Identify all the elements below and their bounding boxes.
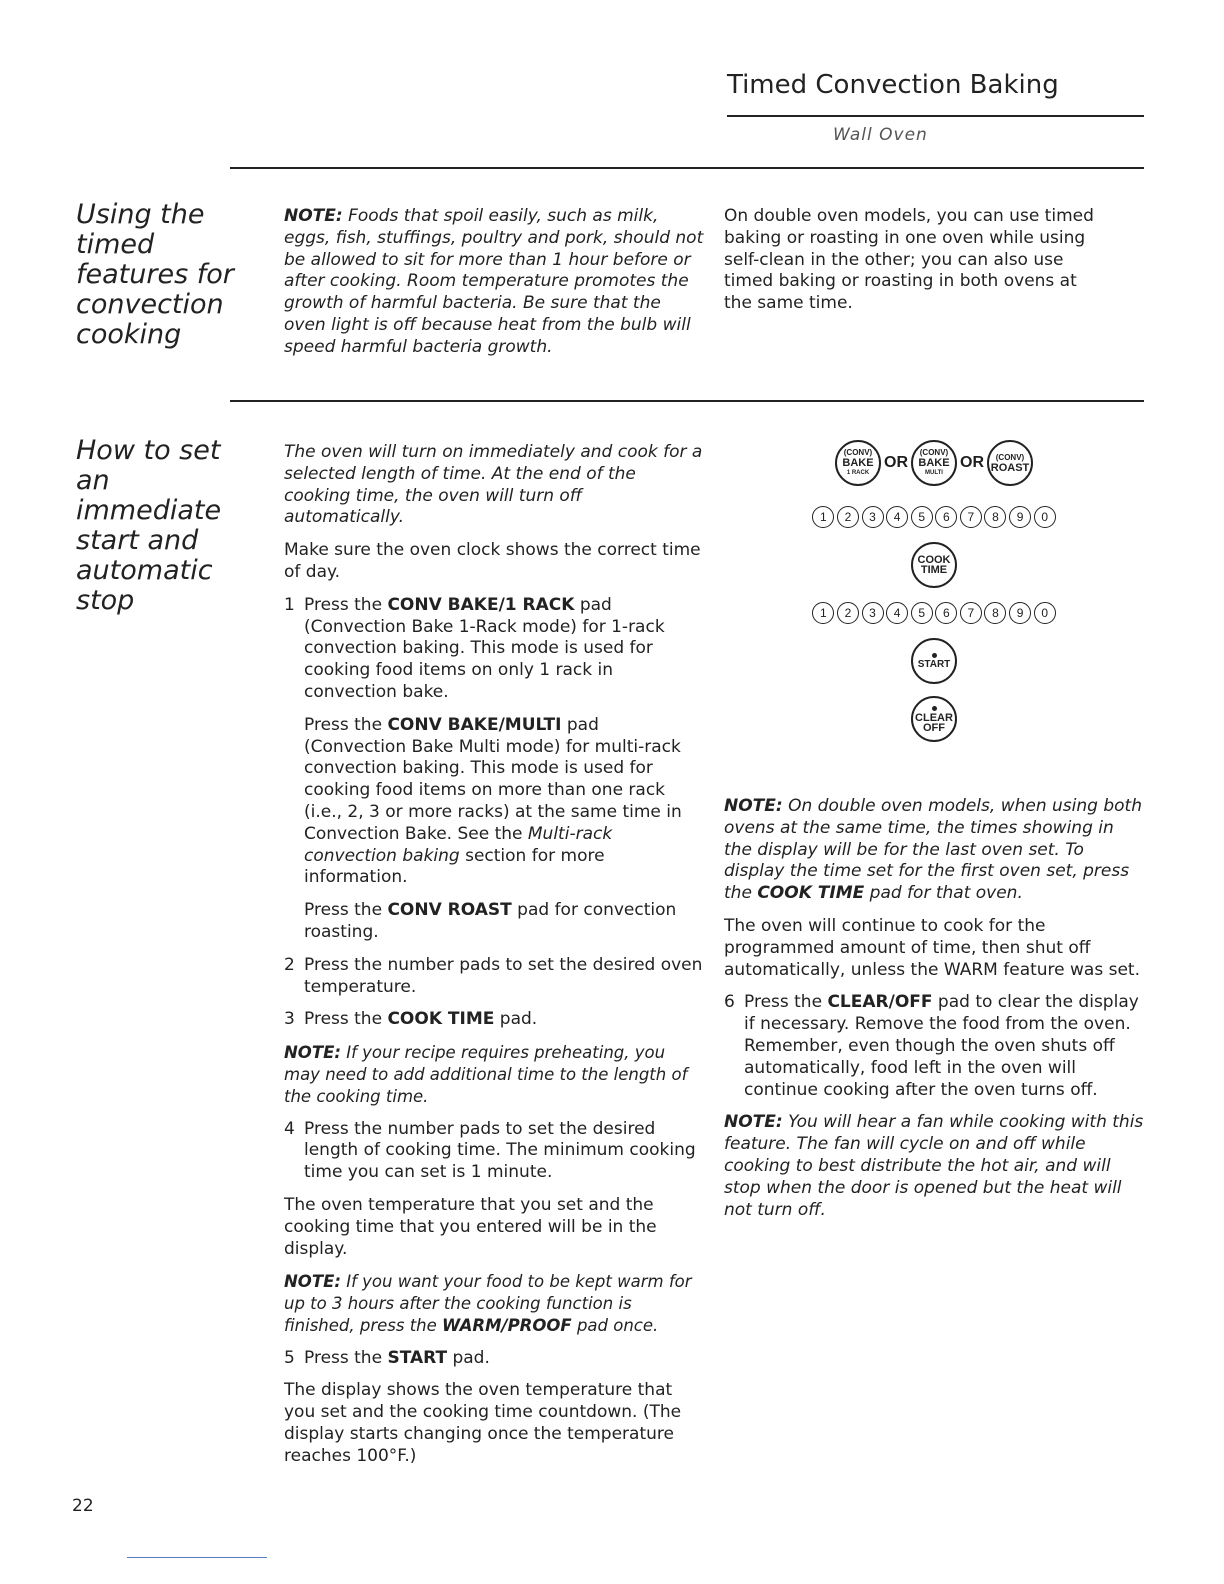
step-number: 1 [284, 594, 295, 615]
conv-roast-pad[interactable]: (CONV) ROAST [987, 440, 1033, 486]
instructions-column [284, 442, 704, 1479]
pad-name: CONV BAKE/1 RACK [387, 594, 575, 615]
conv-bake-multi-pad[interactable]: (CONV) BAKE MULTI [911, 440, 957, 486]
step-6: 6 Press the CLEAR/OFF pad to clear the display if necessary. Remove the food from the oven. Remember, even though the oven shuts off automatically, food left in the oven will continue cooking after the oven turns off. [724, 992, 1139, 1100]
countdown-text: The display shows the oven temperature that you set and the cooking time countdown. (The display starts changing once the temperature reaches 100°F.) [284, 1380, 682, 1466]
intro-text: The oven will turn on immediately and cook for a selected length of time. At the end of the cooking time, the oven will turn off automatically. [284, 442, 703, 528]
digit-pad[interactable]: 6 [935, 602, 957, 624]
note-label: NOTE: [284, 206, 343, 226]
pad-name: COOK TIME [757, 883, 865, 904]
start-pad[interactable]: START [911, 638, 957, 684]
or-label: OR [884, 454, 908, 471]
conv-bake-1rack-pad[interactable]: (CONV) BAKE 1 RACK [835, 440, 881, 486]
cook-time-pad[interactable]: COOK TIME [911, 542, 957, 588]
keypad-illustration [724, 440, 1144, 742]
section1-note [284, 206, 704, 370]
note-text: Foods that spoil easily, such as milk, eggs, fish, stuffings, poultry and pork, should not be allowed to sit for more than 1 hour before or after cooking. Room temperature promotes the growth of harmful bacteria. Be sure that the oven light is off because heat from the bulb will speed harmful bacteria growth. [284, 206, 704, 357]
step-5: 5 Press the START pad. [284, 1347, 490, 1368]
page-subtitle: Wall Oven [833, 125, 928, 145]
pad-name: START [387, 1347, 448, 1368]
digit-pad[interactable]: 4 [886, 602, 908, 624]
page-number: 22 [72, 1496, 94, 1516]
clear-off-pad[interactable]: CLEAR OFF [911, 696, 957, 742]
double-oven-text: On double oven models, you can use timed baking or roasting in one oven while using self-clean in the other; you can also use timed baking or roasting in both ovens at the same time. [724, 206, 1094, 314]
continue-text: The oven will continue to cook for the programmed amount of time, then shut off automatically, unless the WARM feature was set. [724, 915, 1140, 980]
pad-name: CONV BAKE/MULTI [387, 714, 562, 735]
digit-pad[interactable]: 6 [935, 506, 957, 528]
digit-pad[interactable]: 9 [1009, 506, 1031, 528]
digit-pad[interactable]: 7 [960, 506, 982, 528]
indicator-dot [932, 653, 937, 658]
pad-name: CLEAR/OFF [827, 992, 933, 1013]
digit-pad[interactable]: 9 [1009, 602, 1031, 624]
digit-pad[interactable]: 7 [960, 602, 982, 624]
right-notes-column [724, 796, 1144, 1232]
pad-name: CONV ROAST [387, 900, 512, 921]
digit-pad[interactable]: 3 [862, 602, 884, 624]
step-2: 2 Press the number pads to set the desired oven temperature. [284, 954, 703, 997]
section1-right [724, 206, 1104, 326]
section-reference: Multi-rack convection baking [304, 823, 613, 866]
digit-pad[interactable]: 2 [837, 602, 859, 624]
step-number: 2 [284, 954, 295, 975]
number-pad-row [724, 602, 1144, 624]
double-oven-note: NOTE: On double oven models, when using both ovens at the same time, the times showing in the display will be for the last oven set. To display the time set for the first oven set, press the COOK TIME pad for that oven. [724, 796, 1142, 904]
section-divider [230, 167, 1144, 169]
digit-pad[interactable]: 4 [886, 506, 908, 528]
step-number: 3 [284, 1009, 295, 1030]
step-1: 1 Press the CONV BAKE/1 RACK pad (Convection Bake 1-Rack mode) for 1-rack convection baking. This mode is used for cooking food items on only 1 rack in convection bake. [284, 594, 665, 702]
digit-pad[interactable]: 8 [984, 602, 1006, 624]
or-label: OR [960, 454, 984, 471]
digit-pad[interactable]: 2 [837, 506, 859, 528]
digit-pad[interactable]: 3 [862, 506, 884, 528]
step-4: 4 Press the number pads to set the desired length of cooking time. The minimum cooking time you can set is 1 minute. [284, 1118, 696, 1183]
warm-note: NOTE: If you want your food to be kept warm for up to 3 hours after the cooking function is finished, press the WARM/PROOF pad once. [284, 1272, 692, 1335]
indicator-dot [932, 706, 937, 711]
step-number: 4 [284, 1118, 295, 1139]
step-3: 3 Press the COOK TIME pad. [284, 1009, 538, 1030]
section-divider [230, 400, 1144, 402]
section1-heading: Using the timed features for convection cooking [76, 199, 234, 350]
preheat-note: NOTE: If your recipe requires preheating, you may need to add additional time to the length of the cooking time. [284, 1043, 688, 1106]
page-title: Timed Convection Baking [727, 70, 1059, 100]
fan-note: NOTE: You will hear a fan while cooking with this feature. The fan will cycle on and off while cooking to best distribute the hot air, and will stop when the door is opened but the heat will not turn off. [724, 1112, 1144, 1220]
digit-pad[interactable]: 8 [984, 506, 1006, 528]
number-pad-row [724, 506, 1144, 528]
pad-name: COOK TIME [387, 1009, 495, 1030]
step-number: 6 [724, 992, 735, 1013]
digit-pad[interactable]: 0 [1034, 602, 1056, 624]
digit-pad[interactable]: 5 [911, 506, 933, 528]
digit-pad[interactable]: 0 [1034, 506, 1056, 528]
mode-pad-row [724, 440, 1144, 486]
clock-text: Make sure the oven clock shows the correct time of day. [284, 540, 701, 582]
step-1-multi: Press the CONV BAKE/MULTI pad (Convection Bake Multi mode) for multi-rack convection baking. This mode is used for cooking food items on more than one rack (i.e., 2, 3 or more racks) at the same time in Convection Bake. See the Multi-rack convection baking section for more information. [304, 714, 682, 888]
section2-heading: How to set an immediate start and automatic stop [76, 435, 222, 616]
pad-name: WARM/PROOF [442, 1315, 572, 1335]
display-text: The oven temperature that you set and the cooking time that you entered will be in the display. [284, 1194, 657, 1259]
header-rule [727, 115, 1144, 117]
digit-pad[interactable]: 1 [812, 506, 834, 528]
digit-pad[interactable]: 1 [812, 602, 834, 624]
step-number: 5 [284, 1347, 295, 1368]
step-1-roast: Press the CONV ROAST pad for convection roasting. [304, 900, 677, 942]
footer-link-line [127, 1557, 267, 1558]
digit-pad[interactable]: 5 [911, 602, 933, 624]
